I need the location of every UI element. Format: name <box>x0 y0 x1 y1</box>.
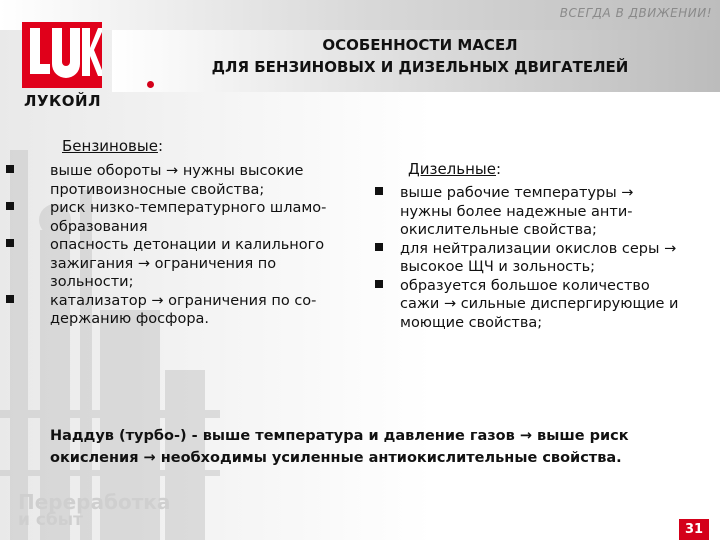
bullet-icon <box>6 295 14 303</box>
red-dot <box>147 81 154 88</box>
page-title-line-2: ДЛЯ БЕНЗИНОВЫХ И ДИЗЕЛЬНЫХ ДВИГАТЕЛЕЙ <box>211 58 629 76</box>
list-item-line: противоизносные свойства; <box>50 181 265 198</box>
list-item-line: выше обороты → нужны высокие <box>50 163 304 179</box>
page-title-line-1: ОСОБЕННОСТИ МАСЕЛ <box>322 36 518 54</box>
page-number: 31 <box>679 519 709 540</box>
list-item <box>372 184 717 240</box>
bullet-icon <box>375 280 383 288</box>
turbo-note-line-1: Наддув (турбо-) - выше температура и давление газов → выше риск <box>50 428 629 444</box>
slogan: ВСЕГДА В ДВИЖЕНИИ! <box>559 6 712 20</box>
lukoil-logo-icon <box>22 22 102 88</box>
list-item-line: моющие свойства; <box>400 314 543 331</box>
list-item-line: зольности; <box>50 274 134 290</box>
list-item <box>0 162 360 199</box>
list-item-line: окислительные свойства; <box>400 222 597 238</box>
list-item-line: держанию фосфора. <box>50 311 210 327</box>
list-item-line: катализатор → ограничения по со- <box>50 292 317 309</box>
list-item <box>0 236 360 292</box>
list-item-line: образуется большое количество <box>400 277 650 294</box>
list-item-line: выше рабочие температуры → <box>400 185 634 201</box>
list-item <box>0 292 360 329</box>
diesel-heading: Дизельные: <box>408 160 502 178</box>
list-item-line: образования <box>50 218 148 235</box>
list-item-line: опасность детонации и калильного <box>50 237 325 253</box>
list-item <box>372 277 717 333</box>
division-brand <box>18 490 170 530</box>
bullet-icon <box>6 239 14 247</box>
list-item-line: риск низко-температурного шламо- <box>50 200 327 216</box>
turbo-note-line-2: окисления → необходимы усиленные антиокислительные свойства. <box>50 450 622 466</box>
logo-name: ЛУКОЙЛ <box>24 92 102 110</box>
list-item-line: нужны более надежные анти- <box>400 203 633 220</box>
gasoline-list <box>0 162 360 329</box>
list-item <box>372 240 717 277</box>
bullet-icon <box>6 165 14 173</box>
list-item-line: высокое ЩЧ и зольность; <box>400 259 596 275</box>
gasoline-heading: Бензиновые: <box>62 137 164 155</box>
division-brand-line-2: и сбыт <box>18 510 84 530</box>
bullet-icon <box>375 187 383 195</box>
list-item-line: сажи → сильные диспергирующие и <box>400 296 679 312</box>
list-item-line: зажигания → ограничения по <box>50 255 277 272</box>
division-brand-line-1: Переработка <box>18 490 171 514</box>
list-item-line: для нейтрализации окислов серы → <box>400 240 677 257</box>
bullet-icon <box>6 202 14 210</box>
bullet-icon <box>375 243 383 251</box>
diesel-list <box>372 184 717 332</box>
list-item <box>0 199 360 236</box>
